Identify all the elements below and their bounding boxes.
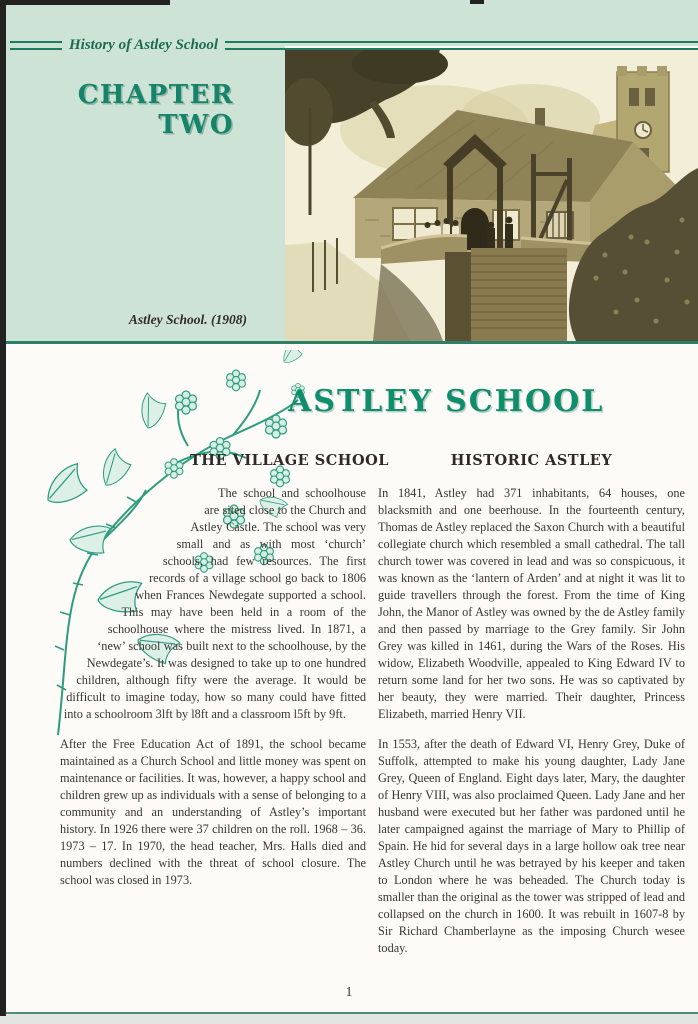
historic-astley-heading: HISTORIC ASTLEY: [450, 452, 613, 469]
section-divider-rule: [0, 341, 698, 344]
photo-caption: Astley School. (1908): [128, 312, 247, 327]
historic-astley-paragraph-1: In 1841, Astley had 371 inhabitants, 64 houses, one blacksmith and one beerhouse. In the fourteenth century, Thomas de Astley replaced the Saxon Church with a beautiful collegiate church which resembled a small cathedral. The tall church tower was covered in lead and was so conspicuous, it was known as the ‘lantern of Arden’ and at night it was lit to guide travellers through the forest. From the time of King John, the Manor of Astley was owned by the de Astley family and then passed by marriage to the Grey family. Sir John Grey was killed in 1461, during the Wars of the Roses. His widow, Elizabeth Woodville, appealed to King Edward IV to return some land for her two sons. He was so captivated by her beauty, they were married. Their daughter, Princess Elizabeth, married Henry VII.: [378, 486, 685, 721]
historic-astley-paragraph-2: In 1553, after the death of Edward VI, Henry Grey, Duke of Suffolk, attempted to make his young daughter, Lady Jane Grey, Queen of England. Eight days later, Mary, the daughter of Henry VIII, was also proclaimed Queen. Lady Jane and her husband were executed but her father was pardoned until he later campaigned against the marriage of Mary to Phillip of Spain. He hid for several days in a large hollow oak tree near Astley Church until he was betrayed by his keeper and taken to London where he was beheaded. The Church today is smaller than the original as the tower was stripped of lead and collapsed on the church in 1600. It was rebuilt in 1607-8 by Sir Richard Chamberlayne as the imposing Church wesee today.: [378, 737, 685, 955]
chapter-line-2: TWO: [158, 110, 234, 140]
running-header: [10, 37, 698, 54]
bottom-scan-edge: [0, 1014, 698, 1024]
top-scan-mark: [470, 0, 484, 4]
chapter-line-1: CHAPTER: [77, 80, 234, 110]
header-title: History of Astley School: [69, 37, 219, 53]
chapter-heading: [0, 80, 234, 140]
header-rule-left: [10, 41, 62, 50]
village-school-paragraph-1: The school and schoolhouse are sited close to the Church and Astley Castle. The school was very small and as with most ‘church’ schools, had few resources. The first records of a village school go back to 1806 when Frances Newdegate supported a school. This may have been held in a room of the schoolhouse where the mistress lived. In 1871, a ‘new’ school was built next to the schoolhouse, by the Newdegate’s. It was designed to take up to one hundred children, although fifty were the average. It would be difficult to imagine today, how so many could have fitted into a schoolroom 3lft by l8ft and a classroom l5ft by 9ft.: [63, 486, 366, 721]
header-rule-right: [225, 41, 698, 50]
village-school-column: [60, 452, 389, 902]
page-title: ASTLEY SCHOOL: [288, 384, 605, 419]
astley-school-photograph: [285, 50, 698, 341]
page-number: 1: [345, 984, 353, 999]
historic-astley-column: [378, 452, 685, 970]
village-school-heading: THE VILLAGE SCHOOL: [190, 452, 389, 469]
top-scan-edge: [0, 0, 170, 5]
left-scan-edge: [0, 0, 6, 1016]
photo-front-wall: [373, 236, 597, 342]
village-school-paragraph-2: After the Free Education Act of 1891, the school became maintained as a Church School and little money was spent on maintenance or facilities. It was, however, a happy school and children grew up as individuals with a sense of belonging to a community and an understanding of Astley’s important history. In 1926 there were 37 children on the roll. 1968 – 36. 1973 – 17. In 1970, the head teacher, Mrs. Halls died and numbers declined with the threat of school closure. The school was closed in 1973.: [60, 737, 366, 887]
